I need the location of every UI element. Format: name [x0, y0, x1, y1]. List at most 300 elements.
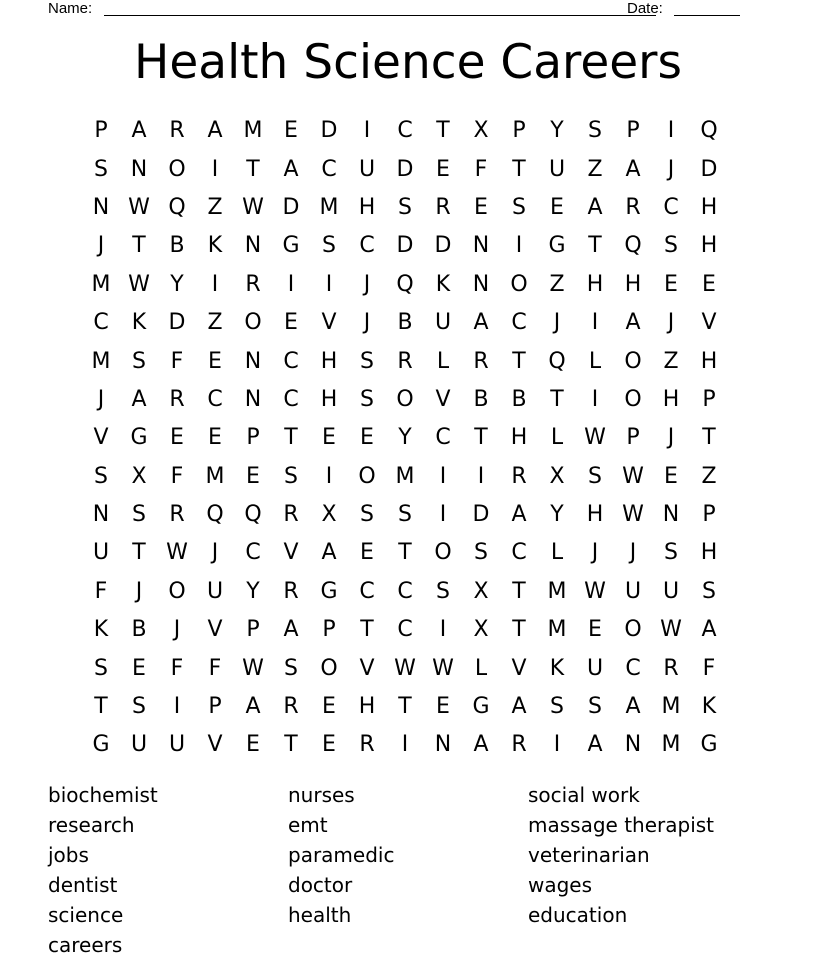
grid-letter[interactable]: I	[553, 732, 561, 758]
grid-letter[interactable]: E	[360, 540, 374, 566]
grid-letter[interactable]: Z	[663, 348, 679, 374]
grid-letter[interactable]: C	[397, 617, 413, 643]
grid-letter[interactable]: D	[396, 233, 414, 259]
grid-letter[interactable]: L	[588, 348, 602, 374]
grid-letter[interactable]: F	[170, 348, 184, 374]
grid-letter[interactable]: L	[474, 655, 488, 681]
grid-letter[interactable]: Z	[207, 310, 223, 336]
grid-letter[interactable]: S	[132, 348, 146, 374]
grid-letter[interactable]: L	[550, 425, 564, 451]
grid-letter[interactable]: E	[246, 463, 260, 489]
grid-letter[interactable]: Y	[550, 118, 564, 144]
grid-letter[interactable]: W	[242, 194, 264, 220]
grid-letter[interactable]: E	[132, 655, 146, 681]
grid-letter[interactable]: A	[625, 694, 641, 720]
grid-letter[interactable]: J	[629, 540, 637, 566]
grid-letter[interactable]: K	[701, 694, 717, 720]
grid-letter[interactable]: S	[398, 502, 412, 528]
grid-letter[interactable]: U	[168, 732, 186, 758]
grid-letter[interactable]: T	[512, 617, 526, 643]
grid-letter[interactable]: D	[320, 118, 338, 144]
word-list-item: biochemist	[48, 783, 158, 807]
grid-letter[interactable]: G	[700, 732, 718, 758]
grid-letter[interactable]: J	[667, 425, 675, 451]
grid-letter[interactable]: V	[321, 310, 337, 336]
grid-letter[interactable]: G	[472, 694, 490, 720]
grid-letter[interactable]: I	[439, 617, 447, 643]
grid-letter[interactable]: P	[246, 425, 260, 451]
grid-letter[interactable]: I	[287, 271, 295, 297]
grid-letter[interactable]: E	[246, 732, 260, 758]
grid-letter[interactable]: C	[245, 540, 261, 566]
grid-letter[interactable]: B	[473, 386, 489, 412]
grid-letter[interactable]: W	[394, 655, 416, 681]
grid-letter[interactable]: J	[553, 310, 561, 336]
grid-letter[interactable]: P	[208, 694, 222, 720]
grid-letter[interactable]: G	[548, 233, 566, 259]
grid-letter[interactable]: E	[588, 617, 602, 643]
grid-letter[interactable]: S	[360, 502, 374, 528]
grid-letter[interactable]: U	[434, 310, 452, 336]
grid-letter[interactable]: S	[94, 463, 108, 489]
grid-letter[interactable]: K	[93, 617, 109, 643]
grid-letter[interactable]: O	[510, 271, 528, 297]
grid-letter[interactable]: E	[284, 310, 298, 336]
grid-letter[interactable]: U	[662, 578, 680, 604]
grid-letter[interactable]: T	[588, 233, 602, 259]
grid-letter[interactable]: H	[320, 386, 338, 412]
grid-letter[interactable]: C	[359, 233, 375, 259]
grid-letter[interactable]: Q	[396, 271, 414, 297]
grid-letter[interactable]: S	[398, 194, 412, 220]
grid-letter[interactable]: F	[208, 655, 222, 681]
grid-letter[interactable]: X	[473, 578, 489, 604]
grid-letter[interactable]: X	[321, 502, 337, 528]
grid-letter[interactable]: N	[92, 194, 110, 220]
grid-letter[interactable]: F	[702, 655, 716, 681]
grid-letter[interactable]: M	[91, 271, 111, 297]
grid-letter[interactable]: T	[132, 233, 146, 259]
date-blank-line	[674, 15, 740, 16]
grid-letter[interactable]: H	[700, 194, 718, 220]
grid-letter[interactable]: C	[283, 348, 299, 374]
grid-letter[interactable]: B	[397, 310, 413, 336]
grid-letter[interactable]: S	[132, 502, 146, 528]
grid-letter[interactable]: A	[283, 156, 299, 182]
grid-letter[interactable]: I	[325, 271, 333, 297]
grid-letter[interactable]: M	[395, 463, 415, 489]
grid-letter[interactable]: R	[169, 386, 185, 412]
grid-letter[interactable]: H	[586, 502, 604, 528]
grid-letter[interactable]: A	[511, 502, 527, 528]
grid-letter[interactable]: R	[169, 502, 185, 528]
grid-letter[interactable]: S	[284, 655, 298, 681]
grid-letter[interactable]: U	[548, 156, 566, 182]
grid-letter[interactable]: S	[322, 233, 336, 259]
grid-letter[interactable]: F	[474, 156, 488, 182]
grid-letter[interactable]: W	[622, 463, 644, 489]
grid-letter[interactable]: U	[358, 156, 376, 182]
grid-letter[interactable]: Q	[244, 502, 262, 528]
grid-letter[interactable]: H	[358, 194, 376, 220]
grid-letter[interactable]: E	[284, 118, 298, 144]
grid-letter[interactable]: N	[244, 233, 262, 259]
grid-letter[interactable]: T	[132, 540, 146, 566]
grid-letter[interactable]: V	[435, 386, 451, 412]
grid-letter[interactable]: R	[435, 194, 451, 220]
grid-letter[interactable]: N	[92, 502, 110, 528]
grid-letter[interactable]: R	[359, 732, 375, 758]
grid-letter[interactable]: W	[242, 655, 264, 681]
grid-letter[interactable]: A	[131, 386, 147, 412]
grid-letter[interactable]: M	[319, 194, 339, 220]
grid-letter[interactable]: E	[322, 732, 336, 758]
grid-letter[interactable]: T	[94, 694, 108, 720]
grid-letter[interactable]: B	[169, 233, 185, 259]
grid-letter[interactable]: A	[131, 118, 147, 144]
grid-letter[interactable]: M	[661, 732, 681, 758]
word-list-item: education	[528, 903, 628, 927]
grid-letter[interactable]: G	[92, 732, 110, 758]
grid-letter[interactable]: I	[211, 271, 219, 297]
grid-letter[interactable]: T	[398, 694, 412, 720]
grid-letter[interactable]: S	[702, 578, 716, 604]
grid-letter[interactable]: C	[359, 578, 375, 604]
grid-letter[interactable]: S	[284, 463, 298, 489]
grid-letter[interactable]: C	[283, 386, 299, 412]
grid-letter[interactable]: S	[664, 540, 678, 566]
grid-letter[interactable]: I	[667, 118, 675, 144]
grid-letter[interactable]: N	[662, 502, 680, 528]
grid-letter[interactable]: S	[588, 694, 602, 720]
grid-letter[interactable]: Q	[168, 194, 186, 220]
grid-letter[interactable]: N	[434, 732, 452, 758]
word-list-item: doctor	[288, 873, 353, 897]
grid-letter[interactable]: W	[622, 502, 644, 528]
grid-letter[interactable]: T	[398, 540, 412, 566]
grid-letter[interactable]: C	[397, 578, 413, 604]
grid-letter[interactable]: O	[624, 386, 642, 412]
grid-letter[interactable]: H	[624, 271, 642, 297]
grid-letter[interactable]: G	[320, 578, 338, 604]
grid-letter[interactable]: V	[93, 425, 109, 451]
grid-letter[interactable]: E	[550, 194, 564, 220]
grid-letter[interactable]: J	[211, 540, 219, 566]
grid-letter[interactable]: F	[170, 463, 184, 489]
grid-letter[interactable]: Z	[207, 194, 223, 220]
grid-letter[interactable]: L	[550, 540, 564, 566]
grid-letter[interactable]: M	[547, 578, 567, 604]
grid-letter[interactable]: V	[701, 310, 717, 336]
grid-letter[interactable]: Q	[548, 348, 566, 374]
grid-letter[interactable]: Q	[700, 118, 718, 144]
grid-letter[interactable]: G	[130, 425, 148, 451]
grid-letter[interactable]: D	[472, 502, 490, 528]
grid-letter[interactable]: O	[320, 655, 338, 681]
grid-letter[interactable]: E	[702, 271, 716, 297]
grid-letter[interactable]: O	[624, 617, 642, 643]
grid-letter[interactable]: C	[663, 194, 679, 220]
grid-letter[interactable]: R	[169, 118, 185, 144]
grid-letter[interactable]: M	[243, 118, 263, 144]
grid-letter[interactable]: A	[283, 617, 299, 643]
grid-letter[interactable]: S	[550, 694, 564, 720]
grid-letter[interactable]: I	[515, 233, 523, 259]
grid-letter[interactable]: X	[549, 463, 565, 489]
grid-letter[interactable]: A	[625, 310, 641, 336]
grid-letter[interactable]: R	[625, 194, 641, 220]
grid-letter[interactable]: Z	[587, 156, 603, 182]
grid-letter[interactable]: I	[325, 463, 333, 489]
grid-letter[interactable]: J	[97, 386, 105, 412]
grid-letter[interactable]: A	[207, 118, 223, 144]
grid-letter[interactable]: O	[358, 463, 376, 489]
grid-letter[interactable]: I	[211, 156, 219, 182]
grid-letter[interactable]: E	[322, 694, 336, 720]
grid-letter[interactable]: S	[360, 386, 374, 412]
grid-letter[interactable]: H	[320, 348, 338, 374]
grid-letter[interactable]: J	[173, 617, 181, 643]
grid-letter[interactable]: J	[363, 271, 371, 297]
grid-letter[interactable]: C	[207, 386, 223, 412]
grid-letter[interactable]: O	[434, 540, 452, 566]
grid-letter[interactable]: V	[359, 655, 375, 681]
grid-letter[interactable]: F	[94, 578, 108, 604]
word-list-item: social work	[528, 783, 640, 807]
grid-letter[interactable]: T	[702, 425, 716, 451]
grid-letter[interactable]: A	[625, 156, 641, 182]
grid-letter[interactable]: S	[512, 194, 526, 220]
grid-letter[interactable]: H	[510, 425, 528, 451]
grid-letter[interactable]: Z	[701, 463, 717, 489]
grid-letter[interactable]: V	[511, 655, 527, 681]
grid-letter[interactable]: F	[170, 655, 184, 681]
grid-letter[interactable]: W	[128, 271, 150, 297]
grid-letter[interactable]: O	[396, 386, 414, 412]
grid-letter[interactable]: I	[591, 310, 599, 336]
grid-letter[interactable]: C	[435, 425, 451, 451]
grid-letter[interactable]: I	[439, 463, 447, 489]
grid-letter[interactable]: W	[128, 194, 150, 220]
grid-letter[interactable]: B	[511, 386, 527, 412]
grid-letter[interactable]: J	[591, 540, 599, 566]
grid-letter[interactable]: M	[91, 348, 111, 374]
grid-letter[interactable]: U	[624, 578, 642, 604]
grid-letter[interactable]: E	[360, 425, 374, 451]
grid-letter[interactable]: R	[283, 578, 299, 604]
grid-letter[interactable]: K	[435, 271, 451, 297]
grid-letter[interactable]: C	[321, 156, 337, 182]
grid-letter[interactable]: I	[439, 502, 447, 528]
grid-letter[interactable]: O	[624, 348, 642, 374]
grid-letter[interactable]: P	[246, 617, 260, 643]
grid-letter[interactable]: T	[550, 386, 564, 412]
grid-letter[interactable]: K	[131, 310, 147, 336]
grid-letter[interactable]: P	[626, 118, 640, 144]
grid-letter[interactable]: Y	[550, 502, 564, 528]
grid-letter[interactable]: T	[246, 156, 260, 182]
grid-letter[interactable]: Q	[206, 502, 224, 528]
grid-letter[interactable]: A	[587, 732, 603, 758]
grid-letter[interactable]: J	[363, 310, 371, 336]
grid-letter[interactable]: P	[322, 617, 336, 643]
grid-letter[interactable]: H	[700, 348, 718, 374]
grid-letter[interactable]: V	[207, 617, 223, 643]
grid-letter[interactable]: O	[168, 578, 186, 604]
grid-letter[interactable]: E	[436, 694, 450, 720]
grid-letter[interactable]: H	[586, 271, 604, 297]
grid-letter[interactable]: C	[511, 540, 527, 566]
word-list-item: dentist	[48, 873, 118, 897]
grid-letter[interactable]: B	[131, 617, 147, 643]
grid-letter[interactable]: T	[360, 617, 374, 643]
grid-letter[interactable]: W	[166, 540, 188, 566]
name-blank-line	[104, 15, 656, 16]
grid-letter[interactable]: D	[434, 233, 452, 259]
grid-letter[interactable]: E	[664, 463, 678, 489]
grid-letter[interactable]: H	[358, 694, 376, 720]
grid-letter[interactable]: A	[473, 732, 489, 758]
grid-letter[interactable]: S	[588, 463, 602, 489]
grid-letter[interactable]: T	[512, 156, 526, 182]
grid-letter[interactable]: E	[436, 156, 450, 182]
page-title: Health Science Careers	[134, 35, 682, 90]
grid-letter[interactable]: Y	[246, 578, 260, 604]
grid-letter[interactable]: C	[511, 310, 527, 336]
grid-letter[interactable]: O	[168, 156, 186, 182]
grid-letter[interactable]: S	[94, 156, 108, 182]
grid-letter[interactable]: X	[131, 463, 147, 489]
grid-letter[interactable]: T	[512, 348, 526, 374]
grid-letter[interactable]: Y	[398, 425, 412, 451]
grid-letter[interactable]: S	[474, 540, 488, 566]
grid-letter[interactable]: I	[401, 732, 409, 758]
grid-letter[interactable]: W	[584, 578, 606, 604]
grid-letter[interactable]: E	[322, 425, 336, 451]
grid-letter[interactable]: U	[206, 578, 224, 604]
grid-letter[interactable]: T	[512, 578, 526, 604]
grid-letter[interactable]: R	[283, 694, 299, 720]
grid-letter[interactable]: S	[588, 118, 602, 144]
grid-letter[interactable]: I	[477, 463, 485, 489]
grid-letter[interactable]: U	[92, 540, 110, 566]
grid-letter[interactable]: N	[472, 233, 490, 259]
grid-letter[interactable]: Z	[549, 271, 565, 297]
grid-letter[interactable]: C	[625, 655, 641, 681]
grid-letter[interactable]: O	[244, 310, 262, 336]
grid-letter[interactable]: E	[208, 348, 222, 374]
grid-letter[interactable]: N	[624, 732, 642, 758]
grid-letter[interactable]: A	[511, 694, 527, 720]
grid-letter[interactable]: R	[511, 463, 527, 489]
grid-letter[interactable]: S	[94, 655, 108, 681]
grid-letter[interactable]: J	[135, 578, 143, 604]
grid-letter[interactable]: R	[397, 348, 413, 374]
grid-letter[interactable]: W	[660, 617, 682, 643]
grid-letter[interactable]: U	[130, 732, 148, 758]
grid-letter[interactable]: H	[662, 386, 680, 412]
grid-letter[interactable]: S	[664, 233, 678, 259]
grid-letter[interactable]: E	[208, 425, 222, 451]
grid-letter[interactable]: Q	[624, 233, 642, 259]
grid-letter[interactable]: V	[283, 540, 299, 566]
grid-letter[interactable]: N	[244, 386, 262, 412]
grid-letter[interactable]: R	[283, 502, 299, 528]
grid-letter[interactable]: T	[474, 425, 488, 451]
grid-letter[interactable]: W	[432, 655, 454, 681]
grid-letter[interactable]: M	[547, 617, 567, 643]
grid-letter[interactable]: J	[667, 310, 675, 336]
grid-letter[interactable]: P	[94, 118, 108, 144]
grid-letter[interactable]: C	[93, 310, 109, 336]
grid-letter[interactable]: E	[170, 425, 184, 451]
grid-letter[interactable]: V	[207, 732, 223, 758]
grid-letter[interactable]: D	[396, 156, 414, 182]
grid-letter[interactable]: W	[584, 425, 606, 451]
grid-letter[interactable]: D	[282, 194, 300, 220]
grid-letter[interactable]: E	[664, 271, 678, 297]
grid-letter[interactable]: C	[397, 118, 413, 144]
grid-letter[interactable]: E	[474, 194, 488, 220]
grid-letter[interactable]: I	[363, 118, 371, 144]
grid-letter[interactable]: K	[207, 233, 223, 259]
grid-letter[interactable]: L	[436, 348, 450, 374]
grid-letter[interactable]: N	[130, 156, 148, 182]
grid-letter[interactable]: H	[700, 233, 718, 259]
grid-letter[interactable]: A	[701, 617, 717, 643]
grid-letter[interactable]: M	[205, 463, 225, 489]
grid-letter[interactable]: R	[663, 655, 679, 681]
grid-letter[interactable]: R	[511, 732, 527, 758]
grid-letter[interactable]: X	[473, 617, 489, 643]
grid-letter[interactable]: P	[702, 502, 716, 528]
grid-letter[interactable]: U	[586, 655, 604, 681]
grid-letter[interactable]: S	[132, 694, 146, 720]
grid-letter[interactable]: I	[173, 694, 181, 720]
grid-letter[interactable]: K	[549, 655, 565, 681]
grid-letter[interactable]: A	[473, 310, 489, 336]
grid-letter[interactable]: P	[626, 425, 640, 451]
grid-letter[interactable]: I	[591, 386, 599, 412]
word-list-item: science	[48, 903, 124, 927]
grid-letter[interactable]: N	[472, 271, 490, 297]
grid-letter[interactable]: S	[360, 348, 374, 374]
grid-letter[interactable]: X	[473, 118, 489, 144]
grid-letter[interactable]: A	[321, 540, 337, 566]
grid-letter[interactable]: P	[512, 118, 526, 144]
grid-letter[interactable]: D	[168, 310, 186, 336]
grid-letter[interactable]: Y	[170, 271, 184, 297]
grid-letter[interactable]: P	[702, 386, 716, 412]
word-list-item: veterinarian	[528, 843, 650, 867]
grid-letter[interactable]: G	[282, 233, 300, 259]
grid-letter[interactable]: A	[587, 194, 603, 220]
grid-letter[interactable]: J	[667, 156, 675, 182]
grid-letter[interactable]: R	[245, 271, 261, 297]
grid-letter[interactable]: D	[700, 156, 718, 182]
grid-letter[interactable]: M	[661, 694, 681, 720]
grid-letter[interactable]: H	[700, 540, 718, 566]
grid-letter[interactable]: T	[284, 732, 298, 758]
word-list-item: emt	[288, 813, 328, 837]
grid-letter[interactable]: S	[436, 578, 450, 604]
grid-letter[interactable]: T	[284, 425, 298, 451]
grid-letter[interactable]: T	[436, 118, 450, 144]
grid-letter[interactable]: A	[245, 694, 261, 720]
grid-letter[interactable]: N	[244, 348, 262, 374]
grid-letter[interactable]: J	[97, 233, 105, 259]
grid-letter[interactable]: R	[473, 348, 489, 374]
